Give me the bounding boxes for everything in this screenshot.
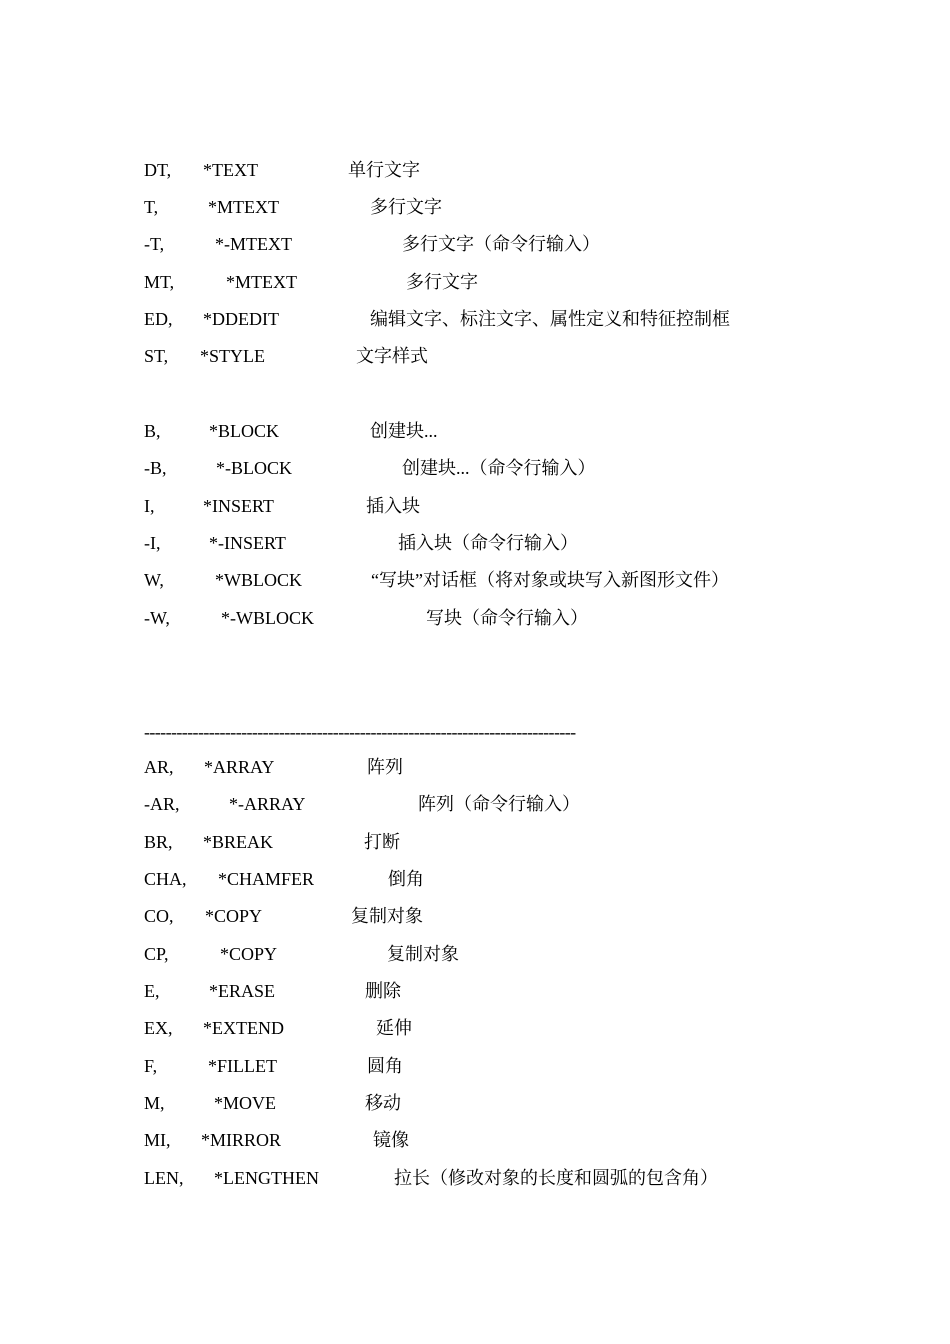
command-name: *ARRAY <box>204 757 275 777</box>
command-name: *FILLET <box>208 1056 277 1076</box>
command-alias: BR, <box>144 832 173 852</box>
command-row <box>0 1164 950 1192</box>
command-description: 阵列 <box>367 757 403 777</box>
command-name: *MOVE <box>214 1093 276 1113</box>
command-alias: ST, <box>144 346 169 366</box>
command-description: 多行文字 <box>370 197 442 217</box>
command-row <box>0 977 950 1005</box>
command-row <box>0 940 950 968</box>
command-row <box>0 1089 950 1117</box>
command-row <box>0 230 950 258</box>
command-alias: -AR, <box>144 794 180 814</box>
command-description: “写块”对话框（将对象或块写入新图形文件） <box>371 570 729 590</box>
command-name: *-ARRAY <box>229 794 306 814</box>
command-description: 文字样式 <box>356 346 428 366</box>
command-alias: MT, <box>144 272 175 292</box>
command-name: *COPY <box>220 944 278 964</box>
command-row <box>0 305 950 333</box>
command-name: *CHAMFER <box>218 869 315 889</box>
command-alias: DT, <box>144 160 172 180</box>
command-alias: -I, <box>144 533 161 553</box>
command-description: 移动 <box>365 1093 401 1113</box>
command-description: 拉长（修改对象的长度和圆弧的包含角） <box>394 1168 718 1188</box>
command-alias: E, <box>144 981 160 1001</box>
command-name: *-INSERT <box>209 533 286 553</box>
command-alias: W, <box>144 570 164 590</box>
command-name: *EXTEND <box>203 1018 284 1038</box>
command-row <box>0 1126 950 1154</box>
command-alias: CP, <box>144 944 169 964</box>
command-row <box>0 790 950 818</box>
command-name: *DDEDIT <box>203 309 279 329</box>
command-name: *COPY <box>205 906 263 926</box>
command-row <box>0 566 950 594</box>
command-alias: CHA, <box>144 869 187 889</box>
command-alias: I, <box>144 496 155 516</box>
command-row <box>0 193 950 221</box>
command-description: 打断 <box>364 832 400 852</box>
command-description: 镜像 <box>373 1130 409 1150</box>
command-row <box>0 268 950 296</box>
command-name: *BREAK <box>203 832 274 852</box>
dashed-divider: -------------------------------------------------------------------------------- <box>144 722 576 742</box>
command-row <box>0 604 950 632</box>
command-row <box>0 454 950 482</box>
command-alias: -T, <box>144 234 165 254</box>
command-name: *LENGTHEN <box>214 1168 319 1188</box>
command-description: 延伸 <box>376 1018 412 1038</box>
command-alias: EX, <box>144 1018 173 1038</box>
command-alias: -B, <box>144 458 167 478</box>
command-description: 单行文字 <box>348 160 420 180</box>
command-name: *BLOCK <box>209 421 280 441</box>
command-name: *TEXT <box>203 160 258 180</box>
command-alias: -W, <box>144 608 170 628</box>
command-row <box>0 1052 950 1080</box>
command-description: 多行文字 <box>406 272 478 292</box>
command-name: *WBLOCK <box>215 570 302 590</box>
command-description: 多行文字（命令行输入） <box>402 234 600 254</box>
command-row <box>0 417 950 445</box>
command-name: *ERASE <box>209 981 276 1001</box>
command-alias: M, <box>144 1093 165 1113</box>
command-alias: MI, <box>144 1130 171 1150</box>
command-row <box>0 828 950 856</box>
command-description: 插入块（命令行输入） <box>398 533 578 553</box>
command-alias: F, <box>144 1056 158 1076</box>
command-alias: LEN, <box>144 1168 184 1188</box>
command-description: 复制对象 <box>351 906 423 926</box>
command-name: *MTEXT <box>208 197 279 217</box>
command-row <box>0 492 950 520</box>
command-alias: CO, <box>144 906 174 926</box>
command-row <box>0 753 950 781</box>
command-name: *INSERT <box>203 496 274 516</box>
command-name: *-MTEXT <box>215 234 292 254</box>
command-description: 阵列（命令行输入） <box>418 794 580 814</box>
command-row <box>0 902 950 930</box>
command-name: *-WBLOCK <box>221 608 314 628</box>
command-name: *STYLE <box>200 346 265 366</box>
command-row <box>0 529 950 557</box>
command-name: *-BLOCK <box>216 458 292 478</box>
command-alias: AR, <box>144 757 174 777</box>
command-description: 删除 <box>365 981 401 1001</box>
command-description: 圆角 <box>367 1056 403 1076</box>
command-description: 创建块... <box>370 421 438 441</box>
command-row <box>0 865 950 893</box>
command-description: 创建块...（命令行输入） <box>402 458 596 478</box>
command-name: *MIRROR <box>201 1130 282 1150</box>
command-description: 编辑文字、标注文字、属性定义和特征控制框 <box>370 309 730 329</box>
command-description: 复制对象 <box>387 944 459 964</box>
command-row <box>0 1014 950 1042</box>
command-description: 倒角 <box>388 869 424 889</box>
command-description: 插入块 <box>366 496 420 516</box>
command-row <box>0 342 950 370</box>
command-name: *MTEXT <box>226 272 297 292</box>
command-alias: ED, <box>144 309 173 329</box>
command-description: 写块（命令行输入） <box>426 608 588 628</box>
command-alias: T, <box>144 197 159 217</box>
command-alias: B, <box>144 421 161 441</box>
command-row <box>0 156 950 184</box>
